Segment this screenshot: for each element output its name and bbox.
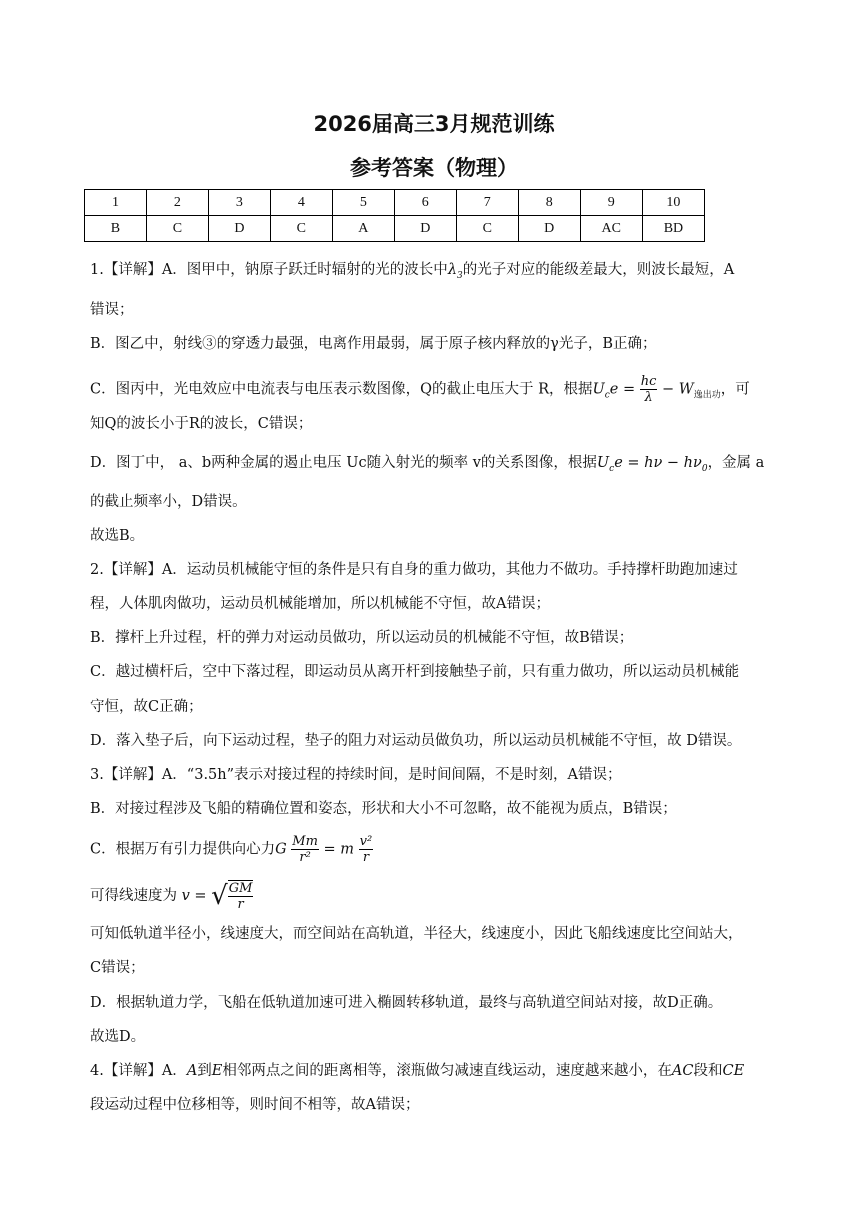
answer-choice-cell: AC [580, 216, 642, 242]
answer-number-cell: 1 [85, 190, 147, 216]
formula: A [186, 1063, 198, 1079]
q3-line-2: B．对接过程涉及飞船的精确位置和姿态，形状和大小不可忽略，故不能视为质点，B错误； [90, 801, 677, 817]
q3-line-3 [90, 834, 790, 865]
q1-line-1 [90, 260, 790, 286]
answer-choice-cell: BD [642, 216, 704, 242]
numerator: GM [228, 881, 253, 896]
numerator: Mm [292, 834, 318, 849]
q2-line-3: B．撑杆上升过程，杆的弹力对运动员做功，所以运动员的机械能不守恒，故B错误； [90, 630, 634, 646]
numerator: hc [640, 374, 657, 389]
q1-line-2: 错误； [90, 302, 134, 318]
q3-line-6: C错误； [90, 960, 145, 976]
text: 1.【详解】A．图甲中，钠原子跃迁时辐射的光的波长中 [90, 262, 448, 278]
q3-line-5: 可知低轨道半径小，线速度大，而空间站在高轨道，半径大，线速度小，因此飞船线速度比空间站大， [90, 926, 743, 942]
formula: E [211, 1063, 223, 1079]
q1-line-3: B．图乙中，射线③的穿透力最强，电离作用最弱，属于原子核内释放的γ光子，B正确； [90, 336, 657, 352]
subscript: 逸出功 [693, 390, 721, 401]
numerator: v² [359, 834, 373, 849]
formula: v = [181, 888, 207, 904]
answer-choice-cell: C [146, 216, 208, 242]
fraction [291, 834, 319, 865]
subscript: 0 [701, 463, 708, 474]
formula: AC [671, 1063, 694, 1079]
subscript: c [604, 390, 610, 401]
answer-number-cell: 3 [208, 190, 270, 216]
q3-line-1: 3.【详解】A．“3.5h”表示对接过程的持续时间，是时间间隔，不是时刻，A错误； [90, 767, 622, 783]
answer-choice-cell: D [518, 216, 580, 242]
text: ，可 [720, 381, 750, 398]
formula: U [596, 455, 610, 471]
subscript: 3 [457, 270, 463, 281]
answer-table [84, 189, 705, 242]
answer-number-cell: 7 [456, 190, 518, 216]
fraction [640, 374, 658, 405]
q1-line-8: 故选B。 [90, 528, 145, 544]
q3-line-7: D．根据轨道力学，飞船在低轨道加速可进入椭圆转移轨道，最终与高轨道空间站对接，故D正确。 [90, 995, 723, 1011]
denominator: r [237, 897, 244, 912]
formula: − W [662, 381, 694, 398]
text: 相邻两点之间的距离相等，滚瓶做匀减速直线运动，速度越来越小，在 [222, 1063, 672, 1079]
subscript: c [609, 463, 615, 474]
formula: = m [323, 841, 355, 858]
q3-line-8: 故选D。 [90, 1029, 146, 1045]
lambda-symbol: λ [447, 262, 458, 278]
answer-number-cell: 9 [580, 190, 642, 216]
q1-line-7: 的截止频率小，D错误。 [90, 494, 247, 510]
text: 4.【详解】A． [90, 1063, 187, 1079]
q1-line-5: 知Q的波长小于R的波长，C错误； [90, 416, 313, 432]
fraction [228, 880, 254, 912]
answer-number-cell: 8 [518, 190, 580, 216]
q1-line-4 [90, 374, 790, 405]
text: C．根据万有引力提供向心力 [90, 841, 276, 858]
answer-choice-cell: A [332, 216, 394, 242]
answer-choice-row [85, 216, 705, 242]
text: 段和 [693, 1063, 723, 1079]
sqrt-symbol: √ [211, 881, 228, 911]
formula: e = hν − hν [614, 455, 702, 471]
text: 可得线速度为 [90, 888, 177, 904]
q4-line-2: 段运动过程中位移相等，则时间不相等，故A错误； [90, 1097, 420, 1113]
page-subtitle: 参考答案（物理） [350, 156, 518, 180]
q2-line-4: C．越过横杆后，空中下落过程，即运动员从离开杆到接触垫子前，只有重力做功，所以运动员机械能 [90, 664, 740, 680]
answer-number-cell: 10 [642, 190, 704, 216]
q1-line-6 [90, 453, 790, 479]
fraction [359, 834, 374, 865]
answer-number-cell: 5 [332, 190, 394, 216]
q2-line-2: 程，人体肌肉做功，运动员机械能增加，所以机械能不守恒，故A错误； [90, 596, 550, 612]
formula: CE [722, 1063, 745, 1079]
q3-line-4 [90, 880, 790, 912]
formula: e = [609, 381, 636, 398]
text: 的光子对应的能级差最大，则波长最短，A [462, 262, 735, 278]
answer-choice-cell: C [270, 216, 332, 242]
q2-line-6: D．落入垫子后，向下运动过程，垫子的阻力对运动员做负功，所以运动员机械能不守恒，故 D错误。 [90, 733, 742, 749]
answer-number-cell: 6 [394, 190, 456, 216]
answer-number-row [85, 190, 705, 216]
answer-number-cell: 2 [146, 190, 208, 216]
q2-line-1: 2.【详解】A．运动员机械能守恒的条件是只有自身的重力做功，其他力不做功。手持撑杆助跑加速过 [90, 562, 738, 578]
denominator: λ [644, 390, 653, 405]
page-title: 2026届高三3月规范训练 [313, 112, 555, 136]
answer-choice-cell: C [456, 216, 518, 242]
formula: G [275, 841, 287, 858]
answer-choice-cell: D [208, 216, 270, 242]
formula: U [592, 381, 605, 398]
answer-number-cell: 4 [270, 190, 332, 216]
answer-choice-cell: D [394, 216, 456, 242]
text: 到 [197, 1063, 212, 1079]
q4-line-1 [90, 1061, 790, 1081]
text: C．图丙中，光电效应中电流表与电压表示数图像，Q的截止电压大于 R，根据 [90, 381, 593, 398]
denominator: r [362, 850, 370, 865]
answer-choice-cell: B [85, 216, 147, 242]
text: ，金属 a [707, 455, 765, 471]
text: D．图丁中， a、b两种金属的遏止电压 Uc随入射光的频率 v的关系图像，根据 [90, 455, 597, 471]
q2-line-5: 守恒，故C正确； [90, 699, 203, 715]
denominator: r² [299, 850, 311, 865]
